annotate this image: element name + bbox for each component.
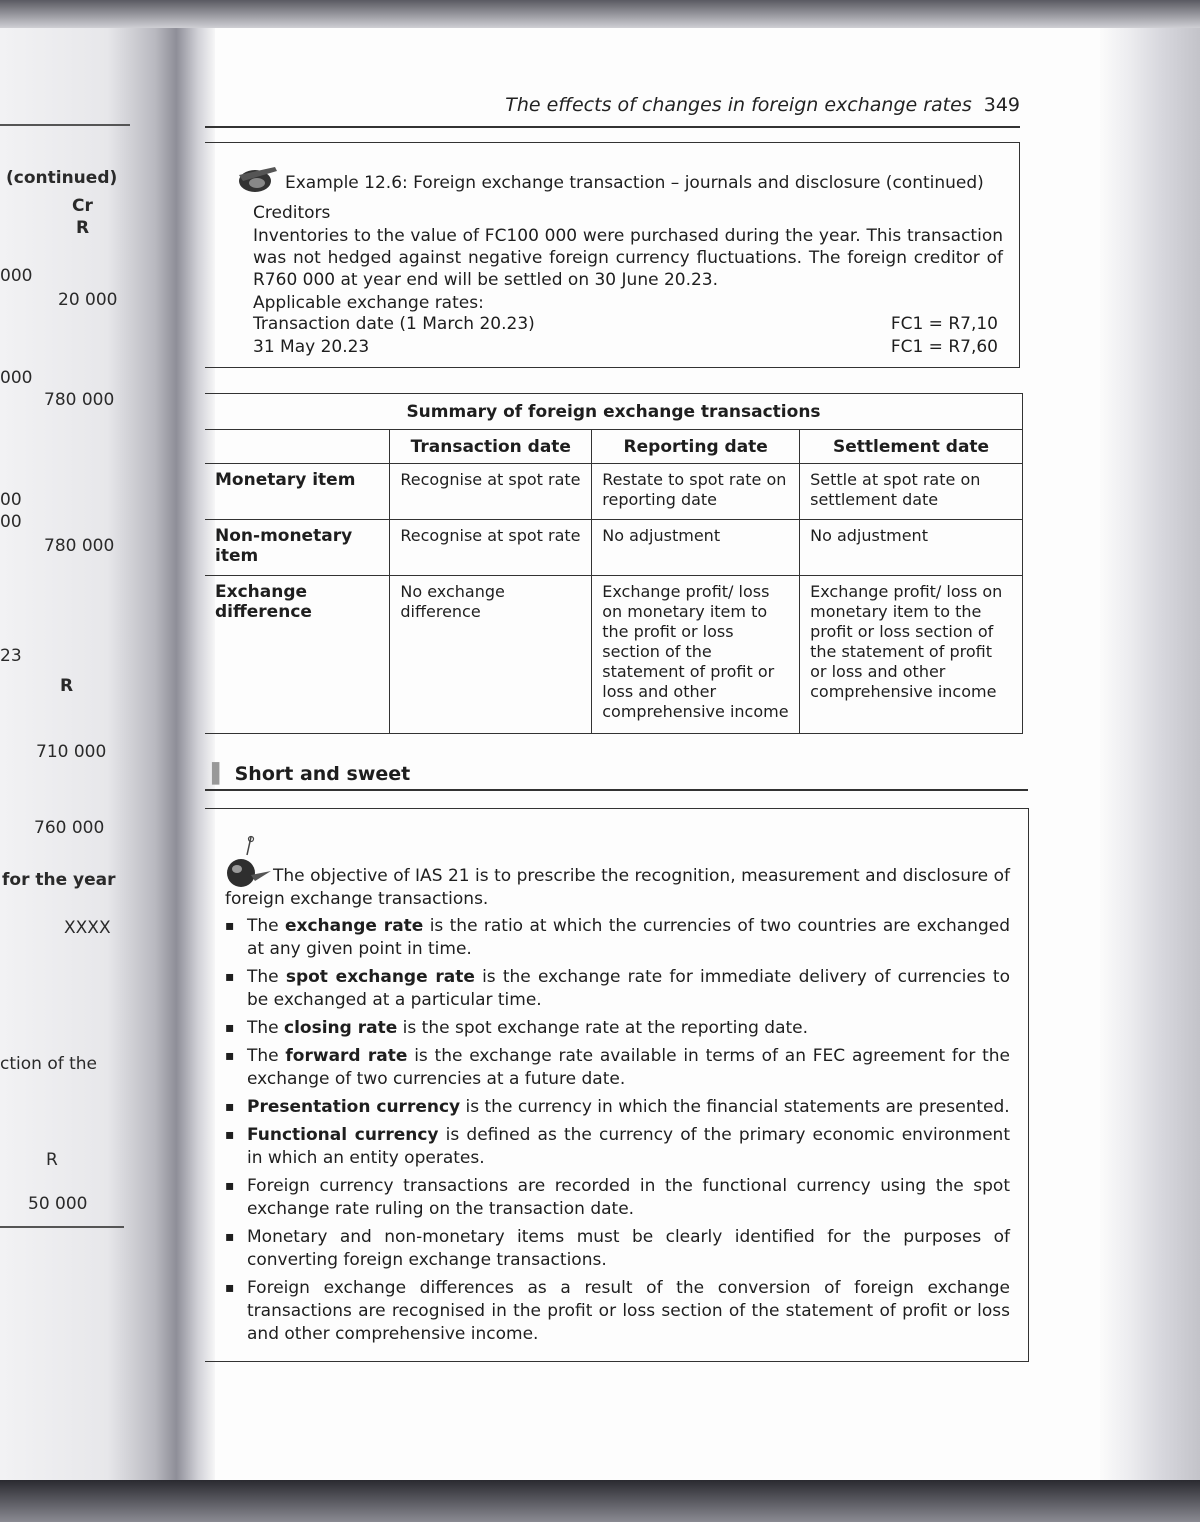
- table-cell: Restate to spot rate on reporting date: [592, 464, 800, 520]
- left-cr: Cr: [72, 196, 93, 216]
- table-cell: Recognise at spot rate: [390, 464, 592, 520]
- example-subheading: Creditors: [253, 203, 331, 223]
- left-num: 00: [0, 512, 22, 532]
- left-num: 23: [0, 646, 22, 666]
- book-gutter: [0, 28, 215, 1480]
- chapter-title: The effects of changes in foreign exchange rates: [505, 94, 972, 116]
- left-num: 760 000: [34, 818, 105, 838]
- list-item: ▪ Functional currency is defined as the currency of the primary economic environment in which an entity operates.: [225, 1124, 1010, 1170]
- left-r: R: [76, 218, 90, 238]
- summary-table: [205, 393, 1023, 734]
- section-heading-text: Short and sweet: [234, 763, 411, 785]
- left-num: 50 000: [28, 1194, 88, 1214]
- rates-label: Applicable exchange rates:: [253, 293, 484, 313]
- left-num: 000: [0, 266, 33, 286]
- row-header: Exchange difference: [205, 576, 390, 734]
- left-text: XXXX: [64, 918, 111, 938]
- column-header: Transaction date: [390, 430, 592, 464]
- table-row: [205, 520, 1023, 576]
- rate-label: 31 May 20.23: [253, 337, 370, 357]
- left-num: 00: [0, 490, 22, 510]
- example-body: Inventories to the value of FC100 000 were purchased during the year. This transaction was not hedged against negative foreign currency fluctuations. The foreign creditor of R760 000 at year end will be settled on 30 June 20.23.: [253, 226, 1003, 290]
- list-item: ▪ The exchange rate is the ratio at which the currencies of two countries are exchanged at any given point in time.: [225, 915, 1010, 961]
- left-text: for the year: [2, 870, 116, 890]
- column-header: [205, 430, 390, 464]
- rate-label: Transaction date (1 March 20.23): [253, 314, 535, 334]
- left-num: 710 000: [36, 742, 107, 762]
- list-item: ▪ Presentation currency is the currency in which the financial statements are presented.: [225, 1096, 1010, 1119]
- table-cell: No adjustment: [592, 520, 800, 576]
- header-rule: [205, 126, 1020, 128]
- scan-top-shadow: [0, 0, 1200, 28]
- section-rule: [205, 789, 1028, 791]
- table-cell: No exchange difference: [390, 576, 592, 734]
- left-num: 780 000: [44, 536, 115, 556]
- section-marker-icon: ▌: [212, 763, 227, 785]
- left-r: R: [46, 1150, 58, 1170]
- left-page-rule: [0, 124, 130, 126]
- table-cell: Settle at spot rate on settlement date: [800, 464, 1023, 520]
- table-row: [205, 576, 1023, 734]
- list-item: ▪ The closing rate is the spot exchange rate at the reporting date.: [225, 1017, 1010, 1040]
- left-num: 000: [0, 368, 33, 388]
- summary-bullet-list: [225, 915, 1010, 1351]
- table-cell: No adjustment: [800, 520, 1023, 576]
- running-header: [205, 94, 1020, 116]
- column-header: Reporting date: [592, 430, 800, 464]
- table-cell: Exchange profit/ loss on monetary item to the profit or loss section of the statement of profit or loss and other comprehensive income: [800, 576, 1023, 734]
- left-continued: (continued): [6, 168, 118, 188]
- intro-paragraph: The objective of IAS 21 is to prescribe the recognition, measurement and disclosure of foreign exchange transactions.: [225, 866, 1010, 909]
- page-edge: [1100, 28, 1200, 1480]
- row-header: Non-monetary item: [205, 520, 390, 576]
- left-num: 780 000: [44, 390, 115, 410]
- row-header: Monetary item: [205, 464, 390, 520]
- column-header: Settlement date: [800, 430, 1023, 464]
- example-heading: Example 12.6: Foreign exchange transaction – journals and disclosure (continued): [285, 173, 984, 193]
- page-number: 349: [983, 94, 1020, 116]
- rate-row: [253, 337, 998, 357]
- example-box: [205, 142, 1020, 368]
- list-item: ▪ Monetary and non-monetary items must be clearly identified for the purposes of converting foreign exchange transactions.: [225, 1226, 1010, 1272]
- table-cell: Exchange profit/ loss on monetary item to the profit or loss section of the statement of profit or loss and other comprehensive income: [592, 576, 800, 734]
- rate-row: [253, 314, 998, 334]
- rate-value: FC1 = R7,60: [890, 337, 998, 357]
- table-row: [205, 464, 1023, 520]
- left-r: R: [60, 676, 74, 696]
- table-cell: Recognise at spot rate: [390, 520, 592, 576]
- list-item: ▪ The spot exchange rate is the exchange rate for immediate delivery of currencies to be exchanged at a particular time.: [225, 966, 1010, 1012]
- left-text: ction of the: [0, 1054, 98, 1074]
- table-caption-row: [205, 394, 1023, 430]
- table-header-row: [205, 430, 1023, 464]
- summary-box: [205, 808, 1029, 1362]
- left-page-rule: [0, 1226, 124, 1228]
- table-caption: Summary of foreign exchange transactions: [205, 394, 1023, 430]
- scan-bottom-shadow: [0, 1480, 1200, 1522]
- section-heading: [212, 763, 410, 785]
- left-num: 20 000: [58, 290, 118, 310]
- list-item: ▪ Foreign exchange differences as a result of the conversion of foreign exchange transactions are recognised in the profit or loss section of the statement of profit or loss and other comprehensive income.: [225, 1277, 1010, 1346]
- rate-value: FC1 = R7,10: [890, 314, 998, 334]
- hand-pointer-icon: [235, 161, 279, 197]
- list-item: ▪ Foreign currency transactions are recorded in the functional currency using the spot exchange rate ruling on the transaction date.: [225, 1175, 1010, 1221]
- list-item: ▪ The forward rate is the exchange rate available in terms of an FEC agreement for the exchange of two currencies at a future date.: [225, 1045, 1010, 1091]
